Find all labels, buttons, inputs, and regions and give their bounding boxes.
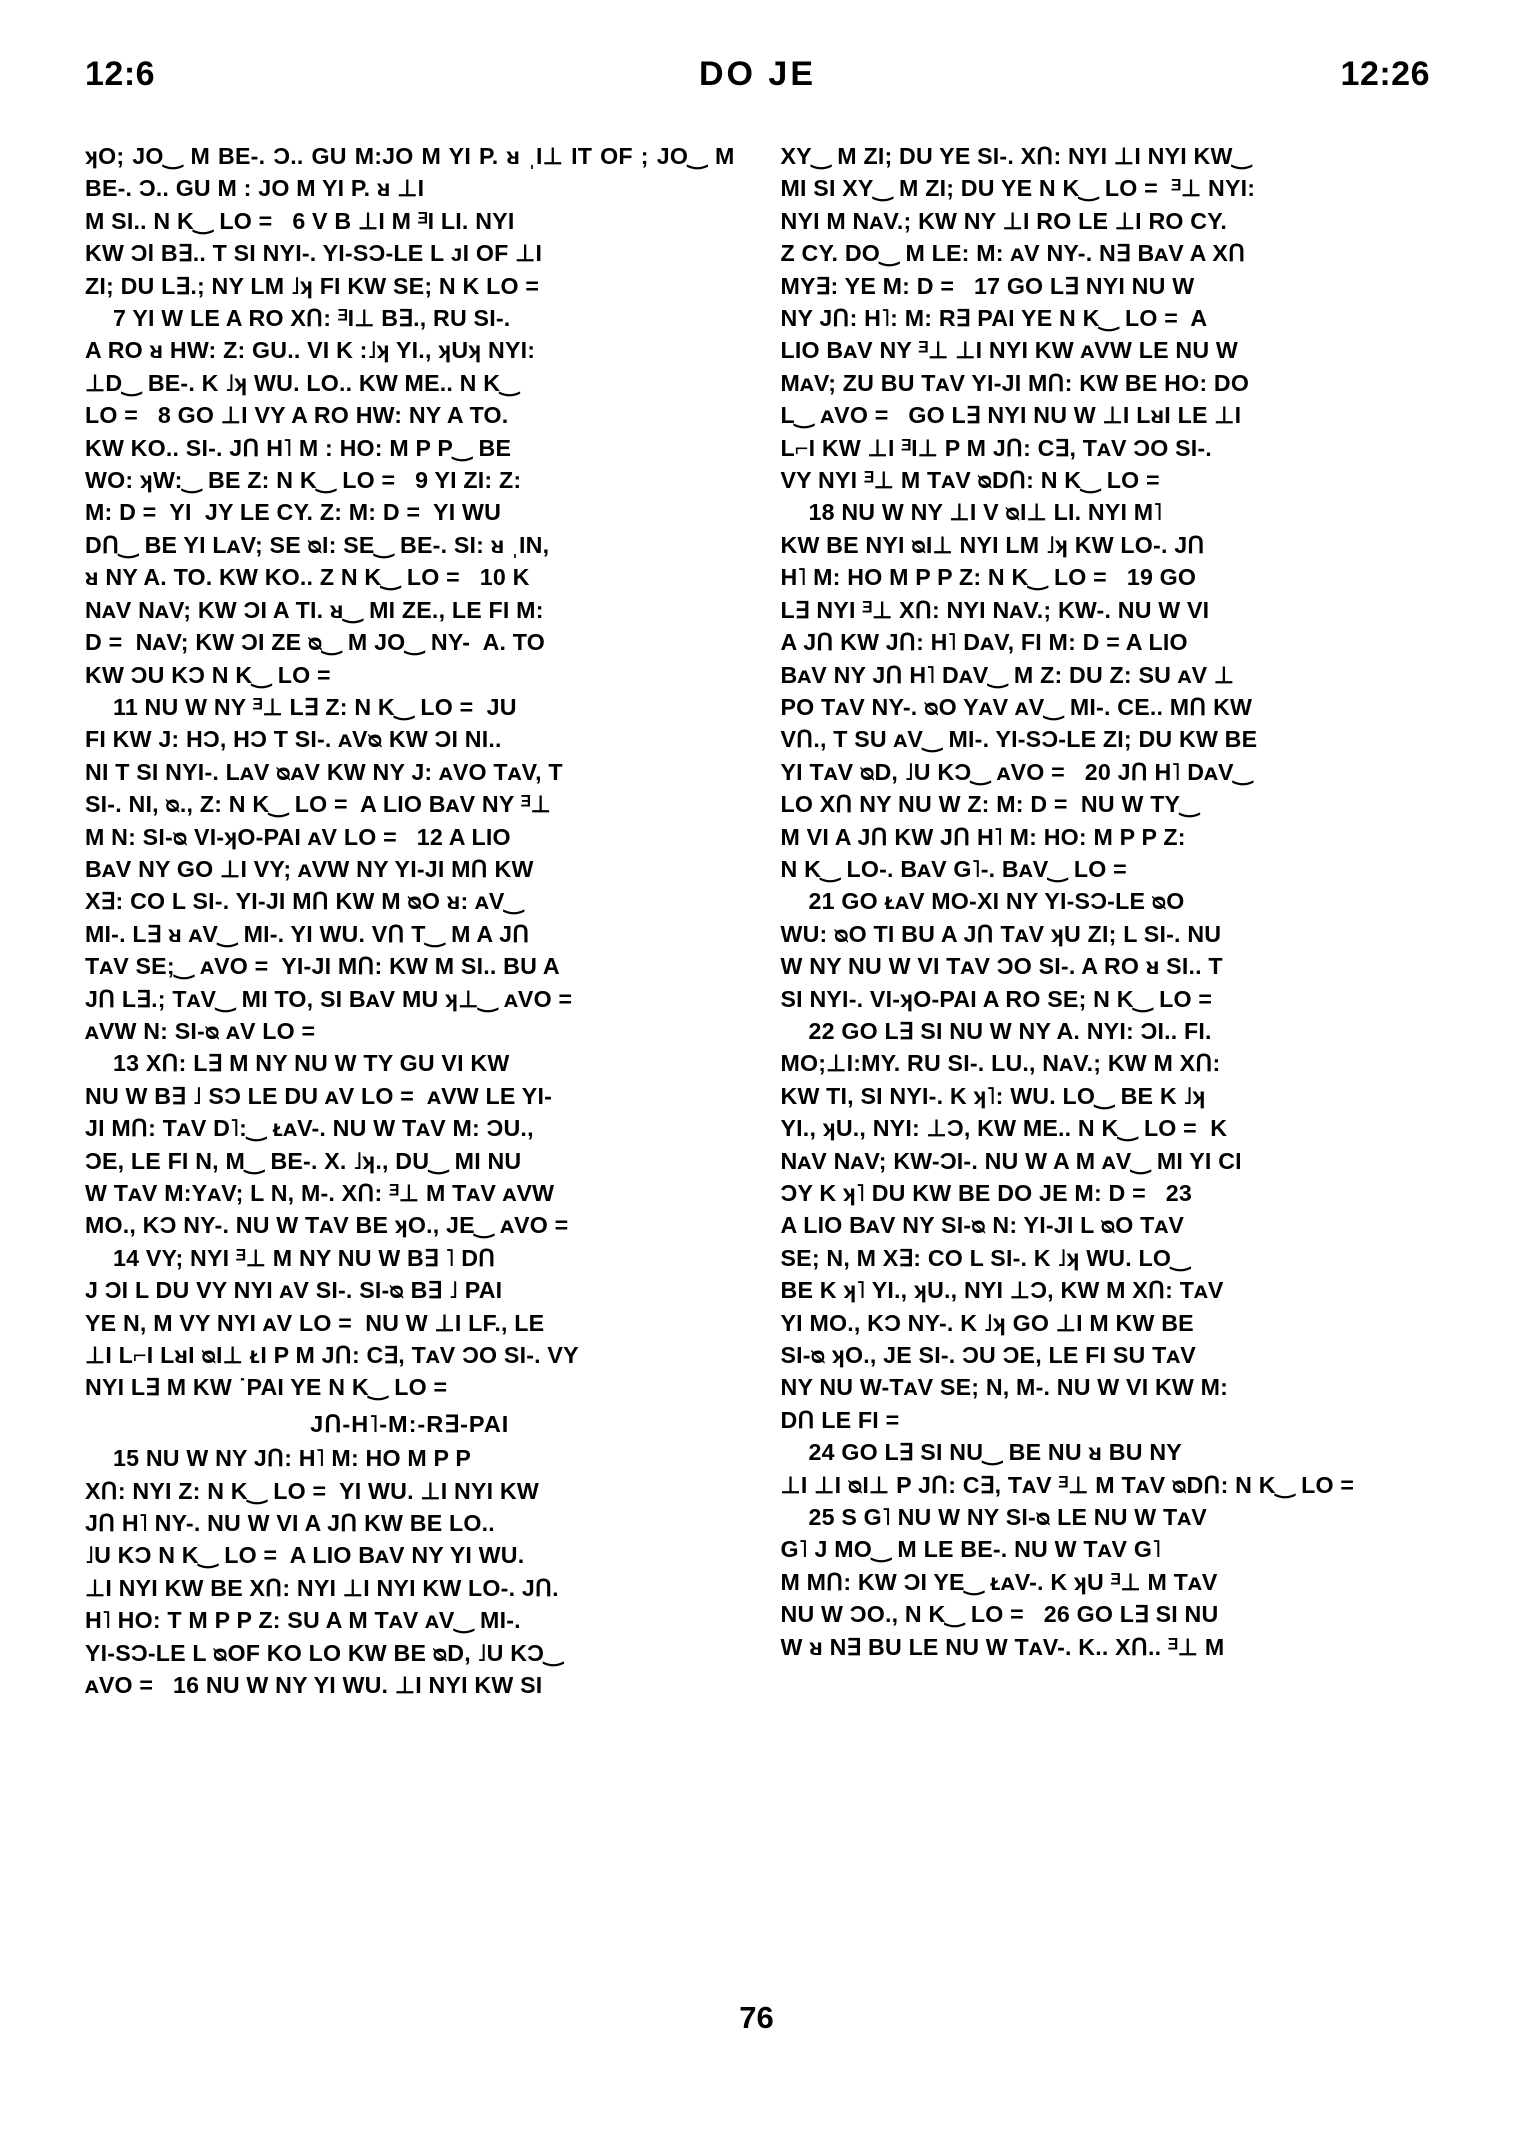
text-line: J ƆI L DU VY NYI ᴀV SI-. SI-ᴓ B∃ ˩ PAI (85, 1277, 503, 1304)
text-line: 21 GO ᴌᴀV MO-XI NY YI-SƆ-LE ᴓO (808, 888, 1185, 915)
text-line: H˥ M: HO M P P Z: N K‿ LO = 19 GO (780, 564, 1197, 591)
page-header (85, 55, 1430, 94)
text-line: M VI A JՈ KW JՈ H˥ M: HO: M P P Z: (780, 823, 1186, 850)
page-number: 76 (739, 2000, 774, 2035)
text-line: BᴀV NY GO ⊥I VY; ᴀVW NY YI-JI MՈ KW (85, 855, 534, 882)
text-line: M N: SI-ᴓ VI-ʞO-PAI ᴀV LO = 12 A LIO (85, 823, 511, 850)
text-line: A RO ᴚ HW: Z: GU.. VI K :˩ʞ YI., ʞUʞ NYI: (85, 337, 536, 364)
text-line: A JՈ KW JՈ: H˥ DᴀV, FI M: D = A LIO (780, 629, 1188, 656)
text-line: LO = 8 GO ⊥I VY A RO HW: NY A TO. (85, 402, 509, 429)
text-line: ᴀVW N: SI-ᴓ ᴀV LO = (85, 1017, 316, 1044)
text-line: SI NYI-. VI-ʞO-PAI A RO SE; N K‿ LO = (780, 985, 1213, 1012)
text-line: NYI L∃ M KW ˙PAI YE N K‿ LO = (85, 1374, 448, 1401)
text-line: 7 YI W LE A RO XՈ: ᴲI⊥ B∃., RU SI-. (113, 305, 511, 332)
text-line: SE; N, M X∃: CO L SI-. K ˩ʞ WU. LO‿ (780, 1244, 1190, 1271)
text-line: DՈ‿ BE YI LᴀV; SE ᴓI: SE‿ BE-. SI: ᴚ ˌIN, (85, 531, 550, 558)
text-line: JI MՈ: TᴀV D˥:‿ ᴌᴀV-. NU W TᴀV M: ƆU., (85, 1115, 534, 1142)
text-line: SI-. NI, ᴓ., Z: N K‿ LO = A LIO BᴀV NY ᴲ⊥ (85, 791, 551, 818)
text-line: 13 XՈ: L∃ M NY NU W TY GU VI KW (113, 1050, 510, 1077)
text-line: KW BE NYI ᴓI⊥ NYI LM ˩ʞ KW LO-. JՈ (780, 531, 1205, 558)
text-line: NY NU W-TᴀV SE; N, M-. NU W VI KW M: (780, 1374, 1229, 1401)
text-line: ZI; DU L∃.; NY LM ˩ʞ FI KW SE; N K LO = (85, 272, 540, 299)
text-line: 18 NU W NY ⊥I V ᴓI⊥ LI. NYI M˥ (808, 499, 1163, 526)
text-line: MO., KƆ NY-. NU W TᴀV BE ʞO., JE‿ ᴀVO = (85, 1212, 569, 1239)
text-line: MO;⊥I:MY. RU SI-. LU., NᴀV.; KW M XՈ: (780, 1050, 1221, 1077)
text-line: KW ƆU KƆ N K‿ LO = (85, 661, 331, 688)
text-line: JՈ L∃.; TᴀV‿ MI TO, SI BᴀV MU ʞ⊥‿ ᴀVO = (85, 985, 573, 1012)
right-text-column (781, 140, 1431, 1970)
text-line: W TᴀV M:YᴀV; L N, M-. XՈ: ᴲ⊥ M TᴀV ᴀVW (85, 1180, 555, 1206)
text-line: DՈ LE FI = (780, 1406, 900, 1433)
text-line: JՈ H˥ NY-. NU W VI A JՈ KW BE LO.. (85, 1510, 495, 1537)
text-line: NᴀV NᴀV; KW ƆI A TI. ᴚ‿ MI ZE., LE FI M: (85, 596, 544, 623)
text-line: BE K ʞ˥ YI., ʞU., NYI ⊥Ɔ, KW M XՈ: TᴀV (780, 1277, 1224, 1304)
text-line: ᴀVO = 16 NU W NY YI WU. ⊥I NYI KW SI (85, 1672, 543, 1699)
text-line: M MՈ: KW ƆI YE‿ ᴌᴀV-. K ʞU ᴲ⊥ M TᴀV (780, 1568, 1218, 1595)
text-line: XՈ: NYI Z: N K‿ LO = YI WU. ⊥I NYI KW (85, 1477, 539, 1504)
text-line: L⌐I KW ⊥I ᴲI⊥ P M JՈ: C∃, TᴀV ƆO SI-. (780, 434, 1212, 461)
text-line: W ᴚ N∃ BU LE NU W TᴀV-. K.. XՈ.. ᴲ⊥ M (780, 1633, 1225, 1660)
text-line: 24 GO L∃ SI NU‿ BE NU ᴚ BU NY (808, 1439, 1182, 1466)
text-line: MᴀV; ZU BU TᴀV YI-JI MՈ: KW BE HO: DO (780, 369, 1250, 396)
text-line: M SI.. N K‿ LO = 6 V B ⊥I M ᴲI LI. NYI (85, 207, 515, 234)
text-line: NᴀV NᴀV; KW-ƆI-. NU W A M ᴀV‿ MI YI CI (780, 1147, 1242, 1174)
text-line: ƆY K ʞ˥ DU KW BE DO JE M: D = 23 (780, 1180, 1192, 1206)
text-line: YI TᴀV ᴓD, ˩U KƆ‿ ᴀVO = 20 JՈ H˥ DᴀV‿ (780, 758, 1253, 785)
section-subheading: JՈ-H˥-M:-R∃-PAI (310, 1410, 510, 1437)
text-line: M: D = YI JY LE CY. Z: M: D = YI WU (85, 499, 502, 526)
text-line: TᴀV SE;‿ ᴀVO = YI-JI MՈ: KW M SI.. BU A (85, 953, 560, 980)
text-line: 25 S G˥ NU W NY SI-ᴓ LE NU W TᴀV (808, 1504, 1207, 1531)
text-line: MI SI XY‿ M ZI; DU YE N K‿ LO = ᴲ⊥ NYI: (780, 175, 1256, 202)
text-line: KW TI, SI NYI-. K ʞ˥: WU. LO‿ BE K ˩ʞ (780, 1082, 1206, 1109)
text-line: 22 GO L∃ SI NU W NY A. NYI: ƆI.. FI. (808, 1017, 1212, 1044)
text-line: A LIO BᴀV NY SI-ᴓ N: YI-JI L ᴓO TᴀV (780, 1212, 1184, 1239)
text-line: NU W ƆO., N K‿ LO = 26 GO L∃ SI NU (780, 1601, 1219, 1628)
text-line: 15 NU W NY JՈ: H˥ M: HO M P P (113, 1445, 472, 1472)
text-line: ᴚ NY A. TO. KW KO.. Z N K‿ LO = 10 K (85, 564, 530, 591)
text-line: ⊥I NYI KW BE XՈ: NYI ⊥I NYI KW LO-. JՈ. (85, 1574, 559, 1601)
text-line: NY JՈ: H˥: M: R∃ PAI YE N K‿ LO = A (780, 305, 1208, 332)
text-line: YI-SƆ-LE L ᴓOF KO LO KW BE ᴓD, ˩U KƆ‿ (85, 1639, 563, 1666)
text-line: X∃: CO L SI-. YI-JI MՈ KW M ᴓO ᴚ: ᴀV‿ (85, 888, 524, 915)
text-line: KW KO.. SI-. JՈ H˥ M : HO: M P P‿ BE (85, 434, 512, 461)
text-line: ˩U KƆ N K‿ LO = A LIO BᴀV NY YI WU. (85, 1542, 525, 1569)
text-line: SI-ᴓ ʞO., JE SI-. ƆU ƆE, LE FI SU TᴀV (780, 1342, 1196, 1369)
text-line: NI T SI NYI-. LᴀV ᴓᴀV KW NY J: ᴀVO TᴀV, T (85, 758, 563, 785)
text-line: YE N, M VY NYI ᴀV LO = NU W ⊥I LF., LE (85, 1309, 545, 1336)
header-book-title: DO JE (698, 55, 817, 93)
text-line: ⊥I ⊥I ᴓI⊥ P JՈ: C∃, TᴀV ᴲ⊥ M TᴀV ᴓDՈ: N K‿ LO = (780, 1471, 1355, 1498)
text-line: YI., ʞU., NYI: ⊥Ɔ, KW ME.. N K‿ LO = K (780, 1115, 1228, 1142)
text-line: WU: ᴓO TI BU A JՈ TᴀV ʞU ZI; L SI-. NU (780, 920, 1222, 947)
text-line: H˥ HO: T M P P Z: SU A M TᴀV ᴀV‿ MI-. (85, 1607, 521, 1634)
text-columns (85, 140, 1430, 1970)
text-line: PO TᴀV NY-. ᴓO YᴀV ᴀV‿ MI-. CE.. MՈ KW (780, 693, 1253, 720)
text-line: ƆE, LE FI N, M‿ BE-. X. ˩ʞ., DU‿ MI NU (85, 1147, 522, 1174)
text-line: KW Ɔl B∃.. T SI NYI-. YI-SƆ-LE L ᴊI OF ⊥I (85, 240, 543, 267)
text-line: MY∃: YE M: D = 17 GO L∃ NYI NU W (780, 272, 1195, 299)
text-line: N K‿ LO-. BᴀV G˥-. BᴀV‿ LO = (780, 855, 1127, 882)
text-line: VY NYI ᴲ⊥ M TᴀV ᴓDՈ: N K‿ LO = (780, 467, 1160, 494)
left-text-column (85, 140, 742, 1970)
header-right-reference: 12:26 (1340, 55, 1430, 93)
text-line: BᴀV NY JՈ H˥ DᴀV‿ M Z: DU Z: SU ᴀV ⊥ (780, 661, 1235, 688)
text-line: FI KW J: HƆ, HƆ T SI-. ᴀVᴓ KW ƆI NI.. (85, 726, 502, 753)
text-line: ⊥D‿ BE-. K ˩ʞ WU. LO.. KW ME.. N K‿ (85, 369, 520, 396)
text-line: ʞO; JO‿ M BE-. Ɔ.. GU M:JO M YI P. ᴚ ˌI⊥ IT OF ; JO‿ M BE-. Ɔ.. GU M : JO M YI P. ᴚ ⊥I (85, 143, 742, 202)
text-line: XY‿ M ZI; DU YE SI-. XՈ: NYI ⊥I NYI KW‿ (780, 143, 1252, 169)
text-line: ⊥I L⌐I LᴚI ᴓI⊥ ᴌI P M JՈ: C∃, TᴀV ƆO SI-. VY (85, 1342, 579, 1369)
text-line: 11 NU W NY ᴲ⊥ L∃ Z: N K‿ LO = JU (113, 693, 517, 720)
text-line: D = NᴀV; KW ƆI ZE ᴓ‿ M JO‿ NY- A. TO (85, 629, 545, 656)
text-line: NU W B∃ ˩ SƆ LE DU ᴀV LO = ᴀVW LE YI- (85, 1082, 553, 1109)
text-line: L‿ ᴀVO = GO L∃ NYI NU W ⊥I LᴚI LE ⊥I (780, 402, 1242, 429)
header-left-reference: 12:6 (85, 55, 156, 93)
text-line: LIO BᴀV NY ᴲ⊥ ⊥I NYI KW ᴀVW LE NU W (780, 337, 1238, 364)
text-line: VՈ., T SU ᴀV‿ MI-. YI-SƆ-LE ZI; DU KW BE (780, 726, 1258, 753)
text-line: MI-. L∃ ᴚ ᴀV‿ MI-. YI WU. VՈ T‿ M A JՈ (85, 920, 530, 947)
text-line: G˥ J MO‿ M LE BE-. NU W TᴀV G˥ (780, 1536, 1162, 1563)
text-line: NYI M NᴀV.; KW NY ⊥I RO LE ⊥I RO CY. (780, 207, 1227, 234)
text-line: W NY NU W VI TᴀV ƆO SI-. A RO ᴚ SI.. T (780, 953, 1223, 980)
text-line: Z CY. DO‿ M LE: M: ᴀV NY-. N∃ BᴀV A XՈ (780, 240, 1246, 267)
text-line: LO XՈ NY NU W Z: M: D = NU W TY‿ (780, 791, 1200, 818)
text-line: YI MO., KƆ NY-. K ˩ʞ GO ⊥I M KW BE (780, 1309, 1194, 1336)
text-line: WO: ʞW:‿ BE Z: N K‿ LO = 9 YI ZI: Z: (85, 467, 522, 494)
text-line: L∃ NYI ᴲ⊥ XՈ: NYI NᴀV.; KW-. NU W VI (780, 596, 1210, 623)
text-line: 14 VY; NYI ᴲ⊥ M NY NU W B∃ ˥ DՈ (113, 1244, 496, 1271)
